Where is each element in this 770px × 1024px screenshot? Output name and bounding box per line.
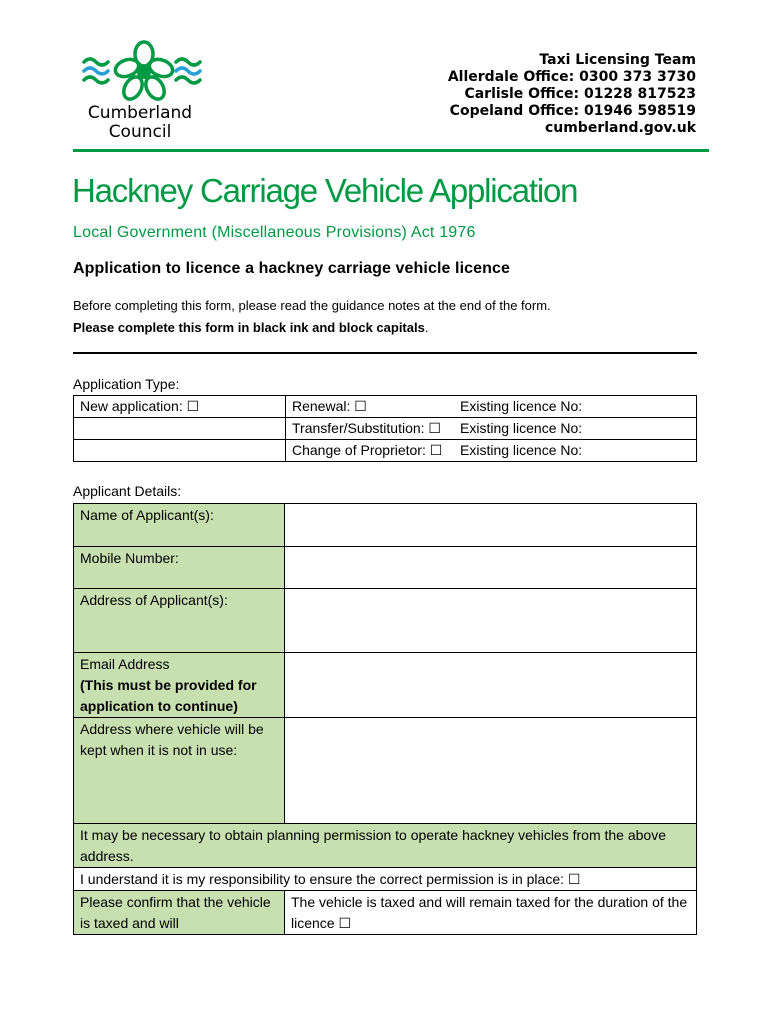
email-label: Email Address (80, 656, 170, 672)
council-logo (80, 40, 216, 148)
empty-cell (74, 440, 286, 462)
section-heading: Application to licence a hackney carriage vehicle licence (73, 260, 511, 277)
mobile-number-label: Mobile Number: (74, 547, 285, 589)
email-required-note: (This must be provided for application to continue) (80, 677, 257, 714)
application-type-label: Application Type: (73, 376, 180, 392)
page-title: Hackney Carriage Vehicle Application (72, 172, 578, 209)
change-licence-no-field[interactable]: Existing licence No: (460, 442, 583, 458)
renewal-checkbox[interactable]: Renewal: ☐ (292, 398, 367, 414)
contact-copeland: Copeland Office: 01946 598519 (449, 103, 696, 119)
mobile-number-field[interactable] (285, 547, 697, 589)
applicant-address-label: Address of Applicant(s): (74, 589, 285, 653)
applicant-details-table (73, 503, 697, 935)
contact-allerdale: Allerdale Office: 0300 373 3730 (447, 69, 696, 85)
empty-cell (74, 418, 286, 440)
renewal-cell (286, 396, 697, 418)
instruction-text (73, 320, 428, 335)
contact-team: Taxi Licensing Team (539, 52, 696, 68)
transfer-licence-no-field[interactable]: Existing licence No: (460, 420, 583, 436)
contact-carlisle: Carlisle Office: 01228 817523 (464, 86, 696, 102)
vehicle-address-label: Address where vehicle will be kept when it is not in use: (74, 718, 285, 824)
change-proprietor-checkbox[interactable]: Change of Proprietor: ☐ (292, 442, 443, 458)
instruction-period: . (424, 320, 429, 335)
renewal-licence-no-field[interactable]: Existing licence No: (460, 398, 583, 414)
change-cell (286, 440, 697, 462)
taxed-confirm-label: Please confirm that the vehicle is taxed and will (74, 891, 285, 935)
instruction-bold: Please complete this form in black ink and block capitals (73, 320, 425, 335)
contact-website: cumberland.gov.uk (544, 120, 696, 136)
applicant-name-field[interactable] (285, 504, 697, 547)
email-field[interactable] (285, 653, 697, 718)
transfer-checkbox[interactable]: Transfer/Substitution: ☐ (292, 420, 441, 436)
vehicle-taxed-checkbox[interactable]: The vehicle is taxed and will remain taxed for the duration of the licence ☐ (285, 891, 697, 935)
flower-wave-icon (80, 40, 216, 104)
section-divider (73, 352, 697, 354)
contact-info (448, 52, 696, 137)
application-type-table (73, 395, 697, 462)
vehicle-address-field[interactable] (285, 718, 697, 824)
applicant-address-field[interactable] (285, 589, 697, 653)
logo-line1: Cumberland (87, 103, 193, 123)
header-divider (73, 149, 709, 152)
transfer-cell (286, 418, 697, 440)
permission-understand-checkbox[interactable]: I understand it is my responsibility to ensure the correct permission is in place: ☐ (74, 868, 697, 891)
intro-text: Before completing this form, please read the guidance notes at the end of the form. (73, 298, 551, 313)
email-label-cell (74, 653, 285, 718)
new-application-checkbox[interactable]: New application: ☐ (74, 396, 286, 418)
applicant-name-label: Name of Applicant(s): (74, 504, 285, 547)
applicant-details-label: Applicant Details: (73, 483, 182, 499)
act-subtitle: Local Government (Miscellaneous Provisions) Act 1976 (73, 224, 476, 241)
logo-line2: Council (108, 122, 172, 142)
planning-permission-note: It may be necessary to obtain planning permission to operate hackney vehicles from the above address. (74, 824, 697, 868)
